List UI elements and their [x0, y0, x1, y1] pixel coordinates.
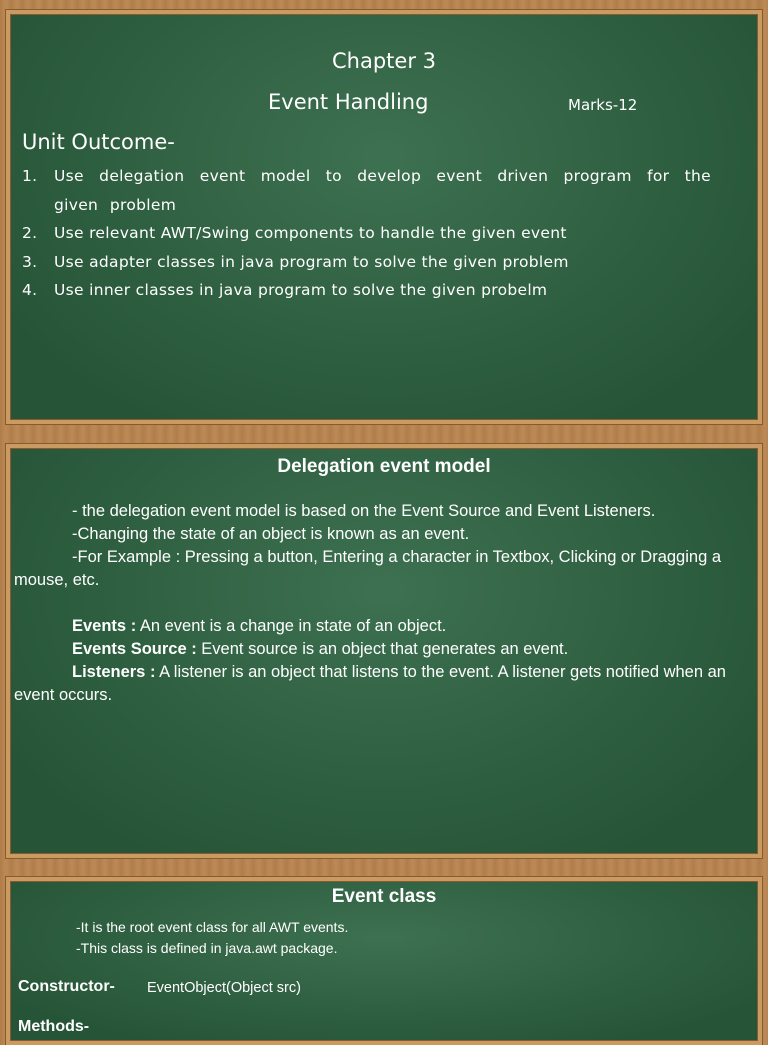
list-item-number: 2. [22, 224, 38, 242]
definition-events [14, 615, 744, 638]
definition-text: Event source is an object that generates an event. [196, 640, 569, 658]
marks-label: Marks-12 [568, 96, 638, 114]
definition-term: Events Source : [72, 640, 197, 658]
definition-listeners [14, 661, 744, 707]
slide-title: Delegation event model [277, 456, 491, 477]
definition-event-source [14, 638, 744, 661]
body-line: - the delegation event model is based on the Event Source and Event Listeners. [72, 502, 656, 520]
definition-text: An event is a change in state of an object. [136, 617, 447, 635]
list-item [22, 248, 711, 277]
slide-body [14, 500, 744, 707]
list-item-number: 1. [22, 167, 38, 185]
chapter-title: Chapter 3 [332, 49, 436, 73]
list-item-text: Use inner classes in java program to solve the given probelm [54, 281, 548, 299]
slide-event-class [6, 877, 762, 1045]
list-item [22, 162, 711, 219]
constructor-value: EventObject(Object src) [147, 980, 301, 996]
unit-outcome-heading: Unit Outcome- [22, 130, 175, 154]
definition-term: Listeners : [72, 663, 156, 681]
constructor-label: Constructor- [18, 978, 115, 995]
list-item [22, 219, 711, 248]
body-line: -This class is defined in java.awt package. [76, 940, 338, 956]
slide-chapter-intro [6, 10, 762, 424]
list-item-text: Use delegation event model to develop event driven program for the given problem [54, 167, 711, 214]
list-item-number: 3. [22, 252, 38, 271]
body-line: -For Example : Pressing a button, Entering a character in Textbox, Clicking or Dragging a mouse, etc. [14, 548, 722, 589]
list-item [22, 276, 711, 305]
topic-title: Event Handling [268, 90, 429, 114]
list-item-text: Use relevant AWT/Swing components to handle the given event [54, 224, 567, 242]
outcome-list [22, 162, 711, 305]
slide-title: Event class [331, 886, 437, 907]
list-item-text: Use adapter classes in java program to solve the given problem [54, 252, 569, 271]
methods-label: Methods- [18, 1018, 90, 1035]
body-line: -It is the root event class for all AWT events. [76, 919, 349, 935]
slide-delegation-event-model [6, 444, 762, 858]
spacer [14, 592, 744, 615]
definition-text: A listener is an object that listens to the event. A listener gets notified when an event occurs. [14, 663, 726, 704]
definition-term: Events : [72, 617, 137, 635]
body-line: -Changing the state of an object is known as an event. [72, 525, 470, 543]
list-item-number: 4. [22, 281, 38, 299]
